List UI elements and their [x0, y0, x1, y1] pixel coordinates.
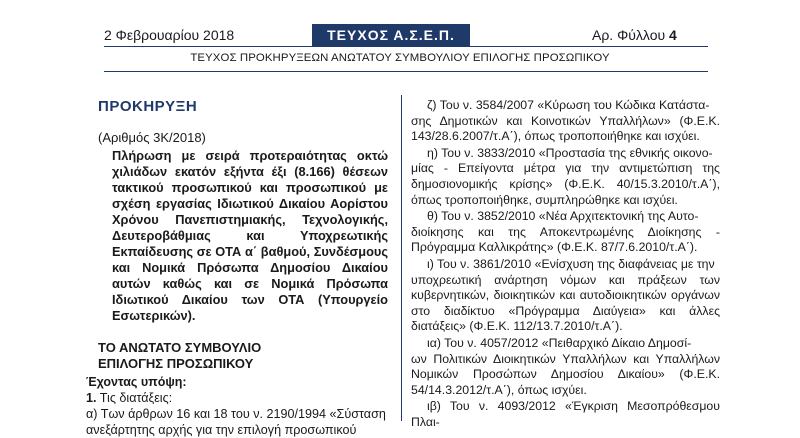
declaration-title: ΠΡΟΚΗΡΥΞΗ — [98, 98, 198, 115]
header-rule-top — [104, 46, 708, 47]
authority-line-2: ΕΠΙΛΟΓΗΣ ΠΡΟΣΩΠΙΚΟΥ — [98, 356, 254, 371]
issuing-authority — [98, 340, 392, 372]
authority-line-1: ΤΟ ΑΝΩΤΑΤΟ ΣΥΜΒΟΥΛΙΟ — [98, 340, 262, 355]
provision-iota-alpha-first-line: ια) Του ν. 4057/2012 «Πειθαρχικό Δίκαιο Δημοσί- — [427, 335, 692, 350]
sheet-number — [592, 27, 677, 43]
provision-iota-text: υποχρεωτική ανάρτηση νόμων και πράξεων των κυβερνητικών, διοικητικών και αυτοδιοικητικών οργάνων στο διαδίκτυο «Πρόγραμμα Διαύγεια» και άλλες διατάξεις» (Φ.Ε.Κ. 112/13.7.2010/τ.Α΄). — [411, 272, 720, 334]
column-divider — [401, 95, 402, 421]
issue-date: 2 Φεβρουαρίου 2018 — [104, 27, 235, 43]
having-in-view: Έχοντας υπόψη: — [86, 375, 187, 389]
provision-1-number: 1. — [86, 391, 97, 405]
provision-iota-alpha — [411, 336, 720, 398]
provision-theta-first-line: θ) Του ν. 3852/2010 «Νέα Αρχιτεκτονική της Αυτο- — [427, 209, 699, 224]
provision-eta — [411, 146, 720, 208]
provision-a: α) Των άρθρων 16 και 18 του ν. 2190/1994 «Σύσταση — [86, 407, 386, 421]
provision-a-continued: ανεξάρτητης αρχής για την επιλογή προσωπικού — [86, 423, 357, 437]
provision-theta-text: διοίκησης και της Αποκεντρωμένης Διοίκησης - Πρόγραμμα Καλλικράτης» (Φ.Ε.Κ. 87/7.6.2010/τ.Α΄). — [411, 224, 720, 255]
header-subtitle: ΤΕΥΧΟΣ ΠΡΟΚΗΡΥΞΕΩΝ ΑΝΩΤΑΤΟΥ ΣΥΜΒΟΥΛΙΟΥ ΕΠΙΛΟΓΗΣ ΠΡΟΣΩΠΙΚΟΥ — [190, 52, 610, 64]
declaration-number: (Αριθμός 3Κ/2018) — [98, 130, 206, 145]
right-column — [411, 98, 720, 431]
provision-zeta-first-line: ζ) Του ν. 3584/2007 «Κύρωση του Κώδικα Κατάστα- — [427, 98, 710, 112]
provision-zeta-text: σης Δημοτικών και Κοινοτικών Υπαλλήλων» (Φ.Ε.Κ. 143/28.6.2007/τ.Α΄), όπως τροποποιήθηκε και ισχύει. — [411, 113, 720, 144]
provision-iota-alpha-text: ων Πολιτικών Διοικητικών Υπαλλήλων και Υπαλλήλων Νομικών Προσώπων Δημοσίου Δικαίου» (Φ.Ε.Κ. 54/14.3.2012/τ.Α΄), όπως ισχύει. — [411, 351, 720, 397]
declaration-summary: Πλήρωση με σειρά προτεραιότητας οκτώ χιλιάδων εκατόν εξήντα έξι (8.166) θέσεων τακτικού προσωπικού και προσωπικού με σχέση εργασίας Ιδιωτικού Δικαίου Αορίστου Χρόνου Πανεπιστημιακής, Τεχνολογικής, Δευτεροβάθμιας και Υποχρεωτικής Εκπαίδευσης σε ΟΤΑ α΄ βαθμού, Συνδέσμους και Νομικά Πρόσωπα Δημοσίου Δικαίου αυτών καθώς και σε Νομικά Πρόσωπα Ιδιωτικού Δικαίου των ΟΤΑ (Υπουργείο Εσωτερικών). — [112, 148, 388, 323]
provision-iota — [411, 257, 720, 335]
provision-eta-text: μίας - Επείγοντα μέτρα για την αντιμετώπιση της δημοσιονομικής κρίσης» (Φ.Ε.Κ. 40/15.3.2010/τ.Α΄), όπως τροποποιήθηκε, συμπληρώθηκε και ισχύει. — [411, 161, 720, 207]
issue-title-badge: ΤΕΥΧΟΣ Α.Σ.Ε.Π. — [312, 24, 470, 46]
header-rule-bottom — [104, 71, 708, 72]
left-column — [86, 98, 392, 438]
sheet-number-value: 4 — [669, 27, 677, 43]
provision-iota-beta-first-line: ιβ) Του ν. 4093/2012 «Έγκριση Μεσοπρόθεσμου Πλαι- — [411, 399, 720, 429]
page-header — [0, 0, 800, 52]
sheet-label: Αρ. Φύλλου — [592, 27, 666, 43]
provision-iota-beta — [411, 399, 720, 430]
provision-theta — [411, 209, 720, 256]
provision-zeta — [411, 98, 720, 145]
provision-1 — [86, 390, 392, 406]
provision-1-text: Τις διατάξεις: — [99, 391, 173, 405]
provision-iota-first-line: ι) Του ν. 3861/2010 «Ενίσχυση της διαφάνειας με την — [427, 256, 715, 271]
provision-eta-first-line: η) Του ν. 3833/2010 «Προστασία της εθνικής οικονο- — [427, 145, 713, 160]
